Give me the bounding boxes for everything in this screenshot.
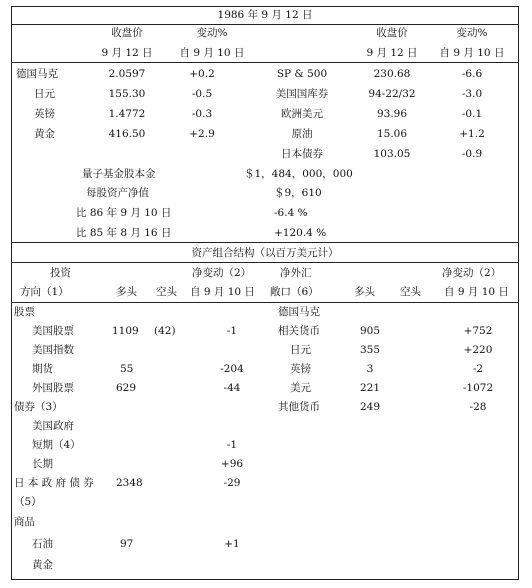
market-change: +1.2 (459, 128, 485, 140)
header-net-change-right: 净变动（2） (442, 267, 502, 279)
divider (12, 302, 518, 303)
sub-change-header: 自 9 月 10 日 (179, 47, 245, 59)
divider (12, 62, 518, 63)
investment-change: -44 (223, 382, 241, 394)
investment-name: 长期 (32, 458, 53, 470)
market-name: 日本债券 (281, 148, 323, 160)
currency-change: -1072 (462, 382, 494, 394)
investment-change: +1 (224, 538, 240, 550)
header-net-fx: 净外汇 (280, 267, 312, 279)
report-table (11, 6, 519, 580)
market-change: -0.1 (461, 108, 483, 120)
investment-name: 美国政府 (32, 420, 74, 432)
portfolio-title: 资产组合结构（以百万美元计） (191, 247, 339, 259)
col-change-header-right: 变动% (456, 27, 488, 39)
divider (12, 242, 518, 243)
header-since-right: 自 9 月 10 日 (444, 286, 509, 298)
currency-change: +220 (463, 344, 493, 356)
currency-long: 355 (359, 344, 381, 356)
fund-label: 比 86 年 9 月 10 日 (76, 207, 172, 219)
market-name: 美国国库券 (275, 88, 329, 100)
investment-long: 2348 (116, 477, 143, 489)
currency-change: -28 (469, 401, 487, 413)
header-short-right: 空头 (400, 286, 421, 298)
currency-name: 日元 (290, 344, 311, 356)
investment-change: -29 (223, 477, 241, 489)
fund-label: 量子基金股本金 (82, 168, 156, 180)
currency-name: 德国马克 (278, 306, 320, 318)
fund-label: 比 85 年 8 月 16 日 (76, 227, 172, 239)
market-name: 原油 (291, 128, 313, 140)
market-name: 英镑 (34, 108, 55, 120)
currency-change: +752 (463, 325, 493, 337)
investment-name: 股票 (14, 306, 35, 318)
fund-value: ＄1，484，000，000 (244, 168, 353, 180)
header-exposure: 敞口（6） (270, 286, 319, 298)
fund-value: ＄9，610 (274, 187, 322, 199)
market-change: -0.9 (461, 148, 483, 160)
header-long: 多头 (116, 286, 137, 298)
investment-long: 97 (120, 538, 134, 550)
header-since: 自 9 月 10 日 (190, 286, 255, 298)
investment-name: 美国指数 (32, 344, 74, 356)
market-close: 1.4772 (108, 108, 146, 120)
investment-name: 石油 (32, 538, 53, 550)
fund-label: 每股资产净值 (86, 187, 149, 199)
market-close: 230.68 (373, 68, 411, 80)
market-close: 416.50 (108, 128, 146, 140)
market-change: -3.0 (461, 88, 483, 100)
market-name: 欧洲美元 (281, 108, 323, 120)
col-close-header-right: 收盘价 (376, 27, 408, 39)
investment-name: 美国股票 (32, 325, 74, 337)
investment-long: 55 (120, 363, 134, 375)
market-change: -0.5 (191, 88, 213, 100)
market-name: 德国马克 (16, 68, 58, 80)
divider (12, 262, 518, 263)
fund-value: -6.4 % (274, 207, 308, 219)
market-change: -6.6 (461, 68, 483, 80)
divider (12, 24, 518, 25)
currency-name: 英镑 (290, 363, 311, 375)
investment-name: 债券（3） (14, 401, 63, 413)
header-invest: 投资 (50, 267, 71, 279)
sub-change-header-right: 自 9 月 10 日 (439, 47, 505, 59)
market-change: +0.2 (189, 68, 215, 80)
investment-change: +96 (220, 458, 244, 470)
investment-change: -1 (226, 439, 238, 451)
sub-close-header: 9 月 12 日 (101, 47, 153, 59)
currency-name: 相关货币 (278, 325, 320, 337)
market-close: 94-22/32 (368, 88, 416, 100)
investment-long: 1109 (112, 325, 139, 337)
col-change-header: 变动% (196, 27, 228, 39)
sub-close-header-right: 9 月 12 日 (366, 47, 418, 59)
investment-name: 外国股票 (32, 382, 74, 394)
header-net-change: 净变动（2） (192, 267, 252, 279)
market-name: SP & 500 (276, 68, 328, 80)
investment-long: 629 (116, 382, 137, 394)
currency-long: 3 (366, 363, 374, 375)
date-title: 1986 年 9 月 12 日 (217, 9, 313, 21)
investment-change: -204 (220, 363, 244, 375)
market-close: 93.96 (376, 108, 408, 120)
investment-short: (42) (154, 325, 176, 337)
header-long-right: 多头 (354, 286, 375, 298)
investment-name: 日 本 政 府 债 券 (14, 477, 94, 489)
market-change: -0.3 (191, 108, 213, 120)
investment-name: 短期（4） (32, 439, 81, 451)
market-name: 黄金 (34, 128, 55, 140)
currency-name: 美元 (290, 382, 311, 394)
currency-long: 221 (359, 382, 381, 394)
currency-change: -2 (472, 363, 484, 375)
market-close: 103.05 (373, 148, 411, 160)
header-short: 空头 (156, 286, 177, 298)
market-name: 日元 (34, 88, 55, 100)
market-close: 155.30 (108, 88, 146, 100)
currency-long: 249 (359, 401, 381, 413)
market-change: +2.9 (189, 128, 215, 140)
investment-name: 黄金 (32, 559, 53, 571)
investment-name: 期货 (32, 363, 53, 375)
investment-change: -1 (226, 325, 238, 337)
market-close: 2.0597 (108, 68, 146, 80)
col-close-header: 收盘价 (111, 27, 143, 39)
market-close: 15.06 (376, 128, 408, 140)
fund-value: +120.4 % (274, 227, 327, 239)
currency-name: 其他货币 (278, 401, 320, 413)
investment-name: 商品 (14, 516, 35, 528)
currency-long: 905 (359, 325, 381, 337)
header-direction: 方向（1） (20, 286, 69, 298)
investment-name: （5） (14, 496, 42, 508)
